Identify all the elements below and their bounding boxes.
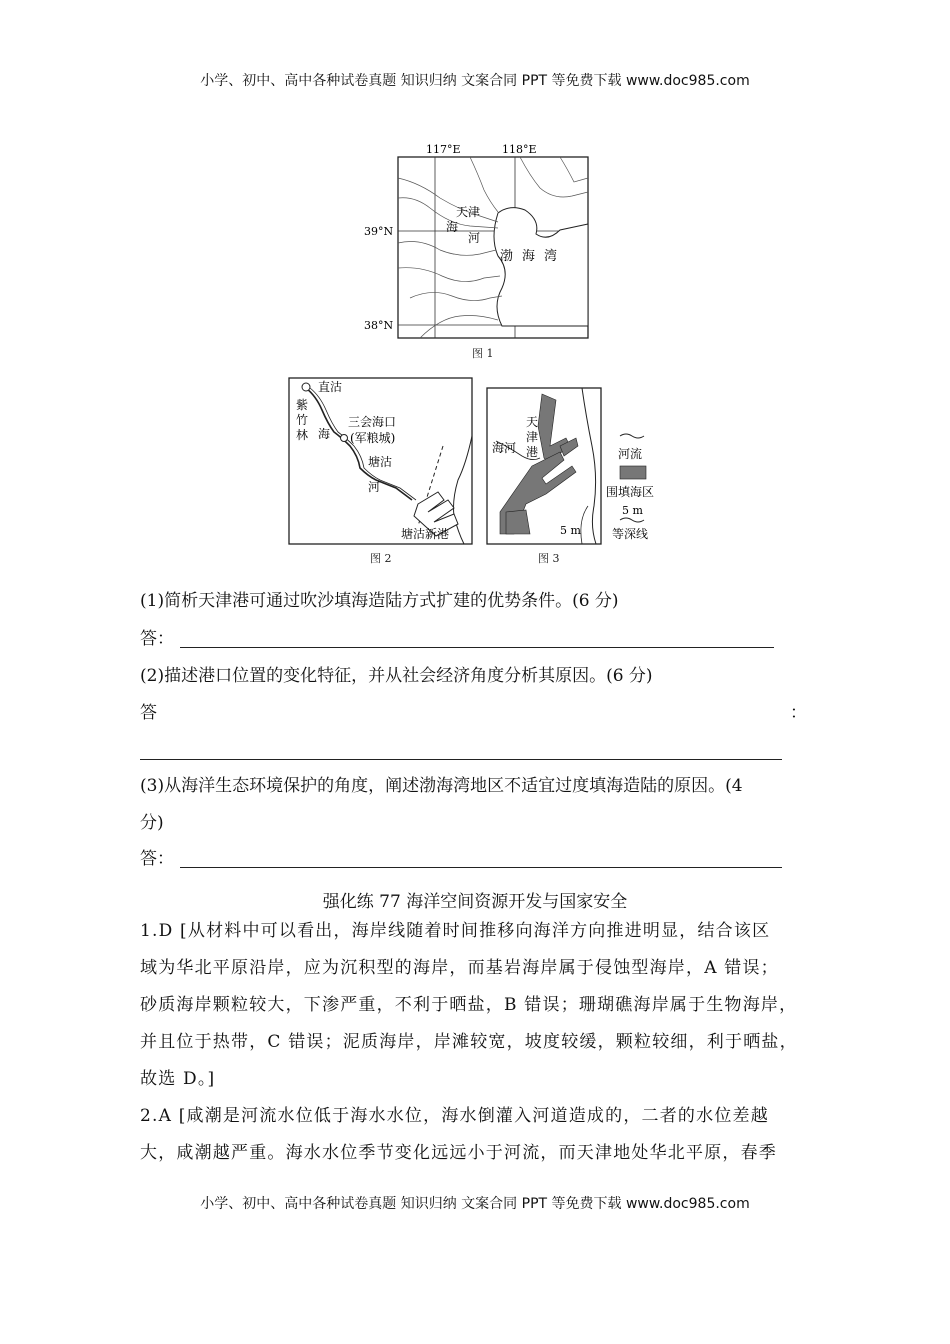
question-1-answer-label: 答： [140,629,174,649]
legend-river-label: 河流 [618,447,643,461]
figure-2-caption: 图 2 [370,552,392,565]
solution-line: 砂质海岸颗粒较大，下渗严重，不利于晒盐，B 错误；珊瑚礁海岸属于生物海岸， [140,995,798,1015]
figure-2-map [288,376,476,570]
bay-char-2: 海 [522,249,536,264]
tanggu-label: 塘沽 [368,455,393,469]
figure3-haihe-label: 海河 [492,441,517,455]
he-label: 河 [368,480,381,494]
haihe-char-1: 海 [446,220,459,234]
map-legend [604,428,674,548]
bay-char-3: 湾 [544,249,558,264]
question-2-answer-colon: ： [790,703,807,723]
bay-char-1: 渤 [500,249,514,264]
figure-3-caption: 图 3 [538,552,560,565]
river-legend-symbol [620,434,644,438]
solution-line: 并且位于热带，C 错误；泥质海岸，岸滩较宽，坡度较缓，颗粒较细，利于晒盐， [140,1032,798,1052]
question-2: (2)描述港口位置的变化特征，并从社会经济角度分析其原因。(6 分) [140,666,653,686]
solution-line: 故选 D。] [140,1069,216,1089]
page-footer: 小学、初中、高中各种试卷真题 知识归纳 文案合同 PPT 等免费下载 www.doc985.com [200,1196,750,1212]
xingang-label: 塘沽新港 [401,527,450,541]
section-title: 强化练 77 海洋空间资源开发与国家安全 [322,892,628,912]
contour-legend-symbol [620,518,644,522]
lon-117-label: 117°E [426,143,461,156]
figure-1-map [360,138,600,364]
legend-reclaim-label: 围填海区 [606,485,655,499]
sanhui-label: 三会海口 [348,415,397,429]
zhigu-label: 直沽 [318,380,343,394]
figure-1-caption: 图 1 [472,347,494,360]
solution-line: 2.A [咸潮是河流水位低于海水水位，海水倒灌入河道造成的，二者的水位差越 [140,1106,769,1126]
question-1: (1)简析天津港可通过吹沙填海造陆方式扩建的优势条件。(6 分) [140,591,619,611]
page-header: 小学、初中、高中各种试卷真题 知识归纳 文案合同 PPT 等免费下载 www.doc985.com [200,73,750,89]
figure3-tianjin-char-3: 港 [526,445,539,459]
zizhu-char-3: 林 [296,428,309,442]
solution-line: 大，咸潮越严重。海水水位季节变化远远小于河流，而天津地处华北平原，春季 [140,1143,777,1163]
solution-line: 域为华北平原沿岸，应为沉积型的海岸，而基岩海岸属于侵蚀型海岸，A 错误； [140,958,779,978]
question-2-answer-label: 答 [140,703,157,723]
figure3-tianjin-char-2: 津 [526,430,539,444]
question-3-answer-label: 答： [140,849,174,869]
legend-contour-label: 等深线 [612,527,649,541]
zizhu-char-1: 紫 [296,398,309,412]
haihe-char-2: 河 [468,231,481,245]
question-3-line-2: 分) [140,813,164,833]
question-3-line-1: (3)从海洋生态环境保护的角度，阐述渤海湾地区不适宜过度填海造陆的原因。(4 [140,776,743,796]
junliang-label: (军粮城) [350,431,396,445]
solution-line: 1.D [从材料中可以看出，海岸线随着时间推移向海洋方向推进明显，结合该区 [140,921,771,941]
lat-39-label: 39°N [364,225,394,238]
figure-3-map [486,386,604,570]
solutions-block [140,913,812,1172]
legend-contour-value: 5 m [622,504,643,517]
hai-label: 海 [318,427,331,441]
zizhu-char-2: 竹 [296,413,309,427]
lat-38-label: 38°N [364,319,394,332]
figure3-tianjin-char-1: 天 [526,415,539,429]
figure3-depth-label: 5 m [560,524,581,537]
answer-line-3 [180,867,782,868]
answer-line-2 [140,759,782,760]
reclaim-legend-symbol [620,466,646,479]
lon-118-label: 118°E [502,143,537,156]
tianjin-label: 天津 [456,205,481,219]
answer-line-1 [180,647,774,648]
